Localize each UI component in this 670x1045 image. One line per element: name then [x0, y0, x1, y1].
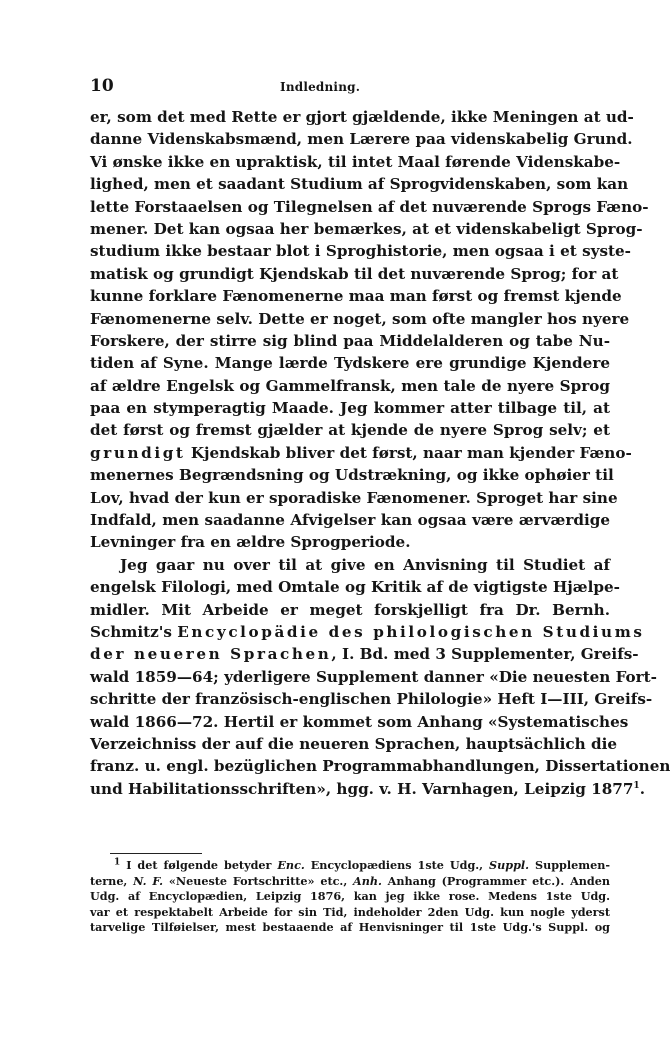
- body-text: [90, 106, 670, 800]
- running-title: Indledning.: [280, 80, 361, 94]
- footnote-line: [90, 920, 610, 936]
- text-run: Udg. af Encyclopædien, Leipzig 1876, kan jeg ikke rose. Medens 1ste Udg.: [90, 889, 610, 904]
- body-line: matisk og grundigt Kjendskab til det nuværende Sprog; for at: [90, 264, 619, 283]
- body-line: af ældre Engelsk og Gammelfransk, men tale de nyere Sprog: [90, 376, 610, 395]
- body-line: Levninger fra en ældre Sprogperiode.: [90, 533, 411, 552]
- page-header: [90, 76, 610, 96]
- body-line: Indfald, men saadanne Afvigelser kan ogsaa være ærværdige: [90, 511, 610, 530]
- body-line: er, som det med Rette er gjort gjældende, ikke Meningen at ud-: [90, 108, 634, 126]
- abbreviation: Enc.: [277, 858, 305, 872]
- text-run: .: [639, 779, 645, 798]
- spaced-text: Encyclopädie des philologischen Studiums: [177, 622, 645, 641]
- body-line: kunne forklare Fænomenerne maa man først og fremst kjende: [90, 287, 622, 306]
- text-run: Kjendskab bliver det først, naar man kjender Fæno-: [185, 443, 632, 462]
- footnote-line: [90, 858, 610, 874]
- text-run: «Neueste Fortschritte» etc.,: [163, 873, 354, 888]
- body-line: wald 1866—72. Hertil er kommet som Anhang «Systematisches: [90, 712, 629, 731]
- body-line: Fænomenerne selv. Dette er noget, som ofte mangler hos nyere: [90, 309, 630, 328]
- body-line: mener. Det kan ogsaa her bemærkes, at et videnskabeligt Sprog-: [90, 219, 643, 238]
- footnote-number: 1: [114, 857, 121, 868]
- body-line: menernes Begrændsning og Udstrækning, og ikke ophøier til: [90, 466, 614, 485]
- body-line: Jeg gaar nu over til at give en Anvisning til Studiet af: [120, 555, 610, 574]
- text-run: var et respektabelt Arbeide for sin Tid, indeholder 2den Udg. kun nogle yderst: [90, 904, 610, 919]
- body-line: danne Videnskabsmænd, men Lærere paa videnskabelig Grund.: [90, 130, 633, 149]
- spaced-text: der neueren Sprachen: [90, 645, 332, 664]
- body-line: [90, 778, 645, 800]
- text-run: , I. Bd. med 3 Supplementer, Greifs-: [331, 645, 639, 664]
- body-line: Lov, hvad der kun er sporadiske Fænomener. Sproget har sine: [90, 488, 618, 507]
- text-run: Encyclopædiens 1ste Udg.,: [304, 858, 490, 872]
- body-line: Vi ønske ikke en upraktisk, til intet Maal førende Videnskabe-: [90, 152, 621, 171]
- text-run: Supplemen-: [529, 858, 610, 872]
- body-line: Forskere, der stirre sig blind paa Middelalderen og tabe Nu-: [90, 331, 610, 350]
- text-run: und Habilitationsschriften», hgg. v. H. Varnhagen, Leipzig 1877: [90, 779, 634, 798]
- body-line: schritte der französisch-englischen Philologie» Heft I—III, Greifs-: [90, 690, 653, 709]
- page-number: 10: [90, 76, 114, 96]
- body-line: lighed, men et saadant Studium af Sprogvidenskaben, som kan: [90, 175, 629, 194]
- abbreviation: N. F.: [133, 873, 164, 888]
- text-run: terne,: [90, 873, 134, 888]
- text-run: Anhang (Programmer etc.). Anden: [381, 873, 610, 888]
- body-line: franz. u. engl. bezüglichen Programmabhandlungen, Dissertationen: [90, 757, 670, 776]
- text-run: Schmitz's: [90, 622, 178, 641]
- body-line: lette Forstaaelsen og Tilegnelsen af det nuværende Sprogs Fæno-: [90, 197, 649, 216]
- footnote-rule: [110, 853, 202, 854]
- body-line: studium ikke bestaar blot i Sproghistorie, men ogsaa i et syste-: [90, 242, 631, 261]
- footnote: [90, 858, 610, 936]
- footnote-line: [90, 889, 610, 905]
- body-line: tiden af Syne. Mange lærde Tydskere ere grundige Kjendere: [90, 354, 610, 373]
- body-line: det først og fremst gjælder at kjende de nyere Sprog selv; et: [90, 421, 610, 440]
- body-line: [90, 442, 632, 464]
- body-line: [90, 621, 645, 643]
- spaced-text: grundigt: [90, 443, 186, 462]
- body-line: paa en stymperagtig Maade. Jeg kommer atter tilbage til, at: [90, 399, 610, 418]
- abbreviation: Suppl.: [489, 858, 530, 872]
- body-line: Verzeichniss der auf die neueren Sprachen, hauptsächlich die: [90, 734, 618, 753]
- abbreviation: Anh.: [353, 873, 382, 888]
- footnote-line: [90, 874, 610, 890]
- footnote-marker: 1: [633, 780, 640, 791]
- body-line: [90, 643, 639, 665]
- body-line: midler. Mit Arbeide er meget forskjelligt fra Dr. Bernh.: [90, 600, 610, 619]
- footnote-line: [90, 905, 610, 921]
- body-line: wald 1859—64; yderligere Supplement danner «Die neuesten Fort-: [90, 667, 657, 686]
- text-run: tarvelige Tilføielser, mest bestaaende af Henvisninger til 1ste Udg.'s Suppl. og: [90, 920, 610, 935]
- text-run: I det følgende betyder: [120, 858, 278, 872]
- body-line: engelsk Filologi, med Omtale og Kritik af de vigtigste Hjælpe-: [90, 578, 620, 597]
